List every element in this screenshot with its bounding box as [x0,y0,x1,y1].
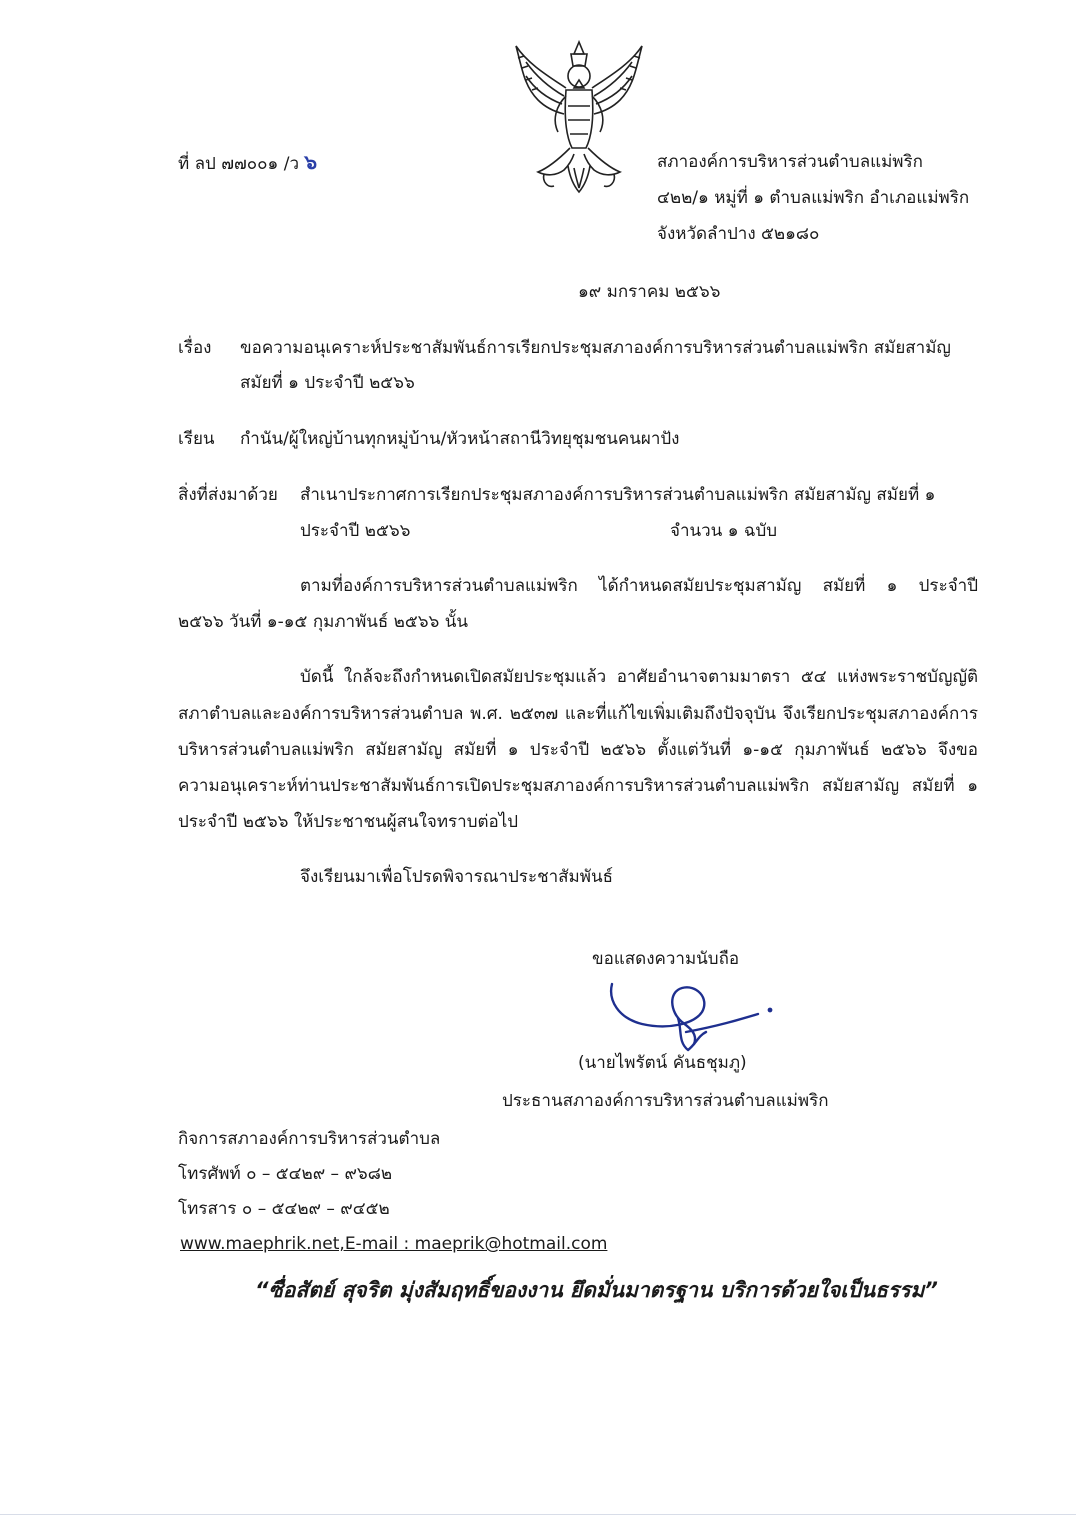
enclosure-count: จำนวน ๑ ฉบับ [670,521,778,541]
body-paragraph-2-line-5: ประจำปี ๒๕๖๖ ให้ประชาชนผู้สนใจทราบต่อไป [178,812,519,832]
organization-motto: “ซื่อสัตย์ สุจริต มุ่งสัมฤทธิ์ของงาน ยึดมั่นมาตรฐาน บริการด้วยใจเป็นธรรม” [255,1278,938,1302]
body-paragraph-2-line-4: ความอนุเคราะห์ท่านประชาสัมพันธ์การเปิดประชุมสภาองค์การบริหารส่วนตำบลแม่พริก สมัยสามัญ สมัยที่ ๑ [178,776,978,796]
enclosure-line-2: ประจำปี ๒๕๖๖ [300,521,411,541]
signer-name: (นายไพรัตน์ คันธชุมภู) [578,1053,747,1073]
body-paragraph-2-line-1: บัดนี้ ใกล้จะถึงกำหนดเปิดสมัยประชุมแล้ว อาศัยอำนาจตามมาตรา ๕๔ แห่งพระราชบัญญัติ [300,667,978,687]
handwritten-signature-icon [598,978,778,1058]
sender-province: จังหวัดลำปาง ๕๒๑๘๐ [657,224,820,244]
body-paragraph-1-line-1: ตามที่องค์การบริหารส่วนตำบลแม่พริก ได้กำหนดสมัยประชุมสามัญ สมัยที่ ๑ ประจำปี [300,576,978,596]
subject-line-2: สมัยที่ ๑ ประจำปี ๒๕๖๖ [240,373,415,393]
contact-fax: โทรสาร ๐ – ๕๔๒๙ – ๙๔๕๒ [178,1199,390,1219]
contact-unit: กิจการสภาองค์การบริหารส่วนตำบล [178,1129,441,1149]
recipient-label: เรียน [178,429,215,449]
garuda-emblem-icon [508,36,650,196]
body-paragraph-2-line-2: สภาตำบลและองค์การบริหารส่วนตำบล พ.ศ. ๒๕๓๗ และที่แก้ไขเพิ่มเติมถึงปัจจุบัน จึงเรียกประชุมสภาองค์การ [178,704,978,724]
reference-number [178,150,317,176]
signer-position: ประธานสภาองค์การบริหารส่วนตำบลแม่พริก [502,1091,829,1111]
enclosure-line-1: สำเนาประกาศการเรียกประชุมสภาองค์การบริหารส่วนตำบลแม่พริก สมัยสามัญ สมัยที่ ๑ [300,485,936,505]
contact-phone: โทรศัพท์ ๐ – ๕๔๒๙ – ๙๖๘๒ [178,1164,393,1184]
signature-salutation: ขอแสดงความนับถือ [592,949,740,969]
page-bottom-edge [0,1514,1076,1515]
subject-line-1: ขอความอนุเคราะห์ประชาสัมพันธ์การเรียกประชุมสภาองค์การบริหารส่วนตำบลแม่พริก สมัยสามัญ [240,338,951,358]
sender-address: ๔๒๒/๑ หมู่ที่ ๑ ตำบลแม่พริก อำเภอแม่พริก [657,188,970,208]
subject-label: เรื่อง [178,338,212,358]
reference-handwritten-number: ๖ [304,150,318,174]
body-paragraph-2-line-3: บริหารส่วนตำบลแม่พริก สมัยสามัญ สมัยที่ ๑ ประจำปี ๒๕๖๖ ตั้งแต่วันที่ ๑-๑๕ กุมภาพันธ์ ๒๕๖๖ จึงขอ [178,740,978,760]
recipient-text: กำนัน/ผู้ใหญ่บ้านทุกหมู่บ้าน/หัวหน้าสถานีวิทยุชุมชนคนผาปัง [240,429,680,449]
contact-website-email-link[interactable]: www.maephrik.net,E-mail : maeprik@hotmail.com [180,1234,608,1254]
enclosure-label: สิ่งที่ส่งมาด้วย [178,485,278,505]
sender-name: สภาองค์การบริหารส่วนตำบลแม่พริก [657,152,923,172]
closing-request: จึงเรียนมาเพื่อโปรดพิจารณาประชาสัมพันธ์ [300,867,613,887]
reference-number-text: ที่ ลป ๗๗๐๐๑ /ว [178,154,300,174]
body-paragraph-1-line-2: ๒๕๖๖ วันที่ ๑-๑๕ กุมภาพันธ์ ๒๕๖๖ นั้น [178,612,468,632]
letter-date: ๑๙ มกราคม ๒๕๖๖ [578,282,721,302]
